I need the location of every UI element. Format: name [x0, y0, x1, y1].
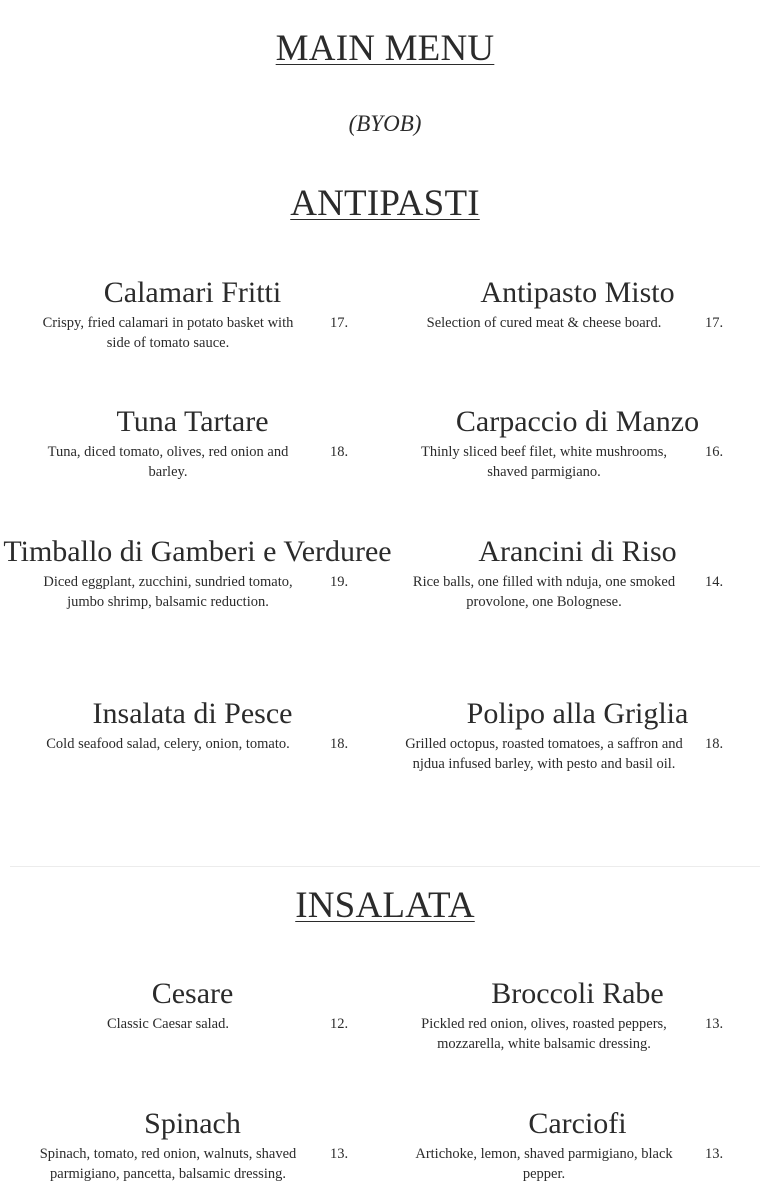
- menu-item: [385, 405, 770, 502]
- menu-item-price: 13.: [330, 1146, 349, 1162]
- menu-item-description: Diced eggplant, zucchini, sundried tomato, jumbo shrimp, balsamic reduction.: [43, 574, 293, 610]
- menu-item: [385, 535, 770, 632]
- menu-item-price: 19.: [330, 574, 349, 590]
- menu-item-name: Antipasto Misto: [480, 276, 675, 309]
- menu-item-price: 12.: [330, 1016, 349, 1032]
- menu-item-name: Cesare: [151, 977, 234, 1010]
- menu-item-name: Timballo di Gamberi e Verduree: [3, 535, 392, 568]
- menu-item-price: 13.: [705, 1016, 724, 1032]
- menu-item-price: 18.: [705, 736, 724, 752]
- byob-note: (BYOB): [348, 111, 422, 136]
- menu-title: MAIN MENU: [275, 28, 495, 69]
- section-title-insalata: INSALATA: [295, 885, 475, 926]
- menu-item: [0, 977, 385, 1074]
- menu-item: [385, 977, 770, 1074]
- menu-item: [0, 1107, 385, 1204]
- menu-item-price: 18.: [330, 444, 349, 460]
- menu-item-description: Selection of cured meat & cheese board.: [426, 315, 662, 331]
- menu-item-price: 17.: [705, 315, 724, 331]
- menu-item-name: Broccoli Rabe: [491, 977, 664, 1010]
- menu-item: [385, 1107, 770, 1204]
- menu-item-description: Thinly sliced beef filet, white mushrooms, shaved parmigiano.: [420, 444, 668, 480]
- menu-item-description: Rice balls, one filled with nduja, one smoked provolone, one Bolognese.: [412, 574, 676, 610]
- menu-item: [385, 697, 770, 794]
- menu-item: [0, 405, 385, 502]
- menu-item-price: 17.: [330, 315, 349, 331]
- menu-item-price: 16.: [705, 444, 724, 460]
- menu-item-name: Tuna Tartare: [116, 405, 269, 438]
- section-title-antipasti: ANTIPASTI: [290, 183, 480, 224]
- menu-item-name: Calamari Fritti: [103, 276, 282, 309]
- menu-item: [0, 276, 385, 373]
- menu-item-description: Classic Caesar salad.: [106, 1016, 229, 1032]
- menu-item-description: Tuna, diced tomato, olives, red onion and barley.: [47, 444, 289, 480]
- section-divider: [10, 866, 760, 867]
- menu-item-name: Spinach: [144, 1107, 241, 1140]
- menu-item-description: Spinach, tomato, red onion, walnuts, shaved parmigiano, pancetta, balsamic dressing.: [39, 1146, 297, 1182]
- menu-item-name: Carciofi: [528, 1107, 627, 1140]
- menu-item-name: Polipo alla Griglia: [466, 697, 689, 730]
- menu-item-price: 14.: [705, 574, 724, 590]
- menu-item-price: 13.: [705, 1146, 724, 1162]
- menu-item: [0, 697, 385, 794]
- menu-item-name: Insalata di Pesce: [92, 697, 293, 730]
- menu-item: [385, 276, 770, 373]
- menu-item-description: Cold seafood salad, celery, onion, tomato.: [46, 736, 290, 752]
- menu-item: [0, 535, 392, 632]
- menu-item-name: Carpaccio di Manzo: [455, 405, 700, 438]
- menu-item-description: Artichoke, lemon, shaved parmigiano, black pepper.: [415, 1146, 673, 1182]
- menu-item-description: Crispy, fried calamari in potato basket with side of tomato sauce.: [42, 315, 294, 351]
- menu-item-price: 18.: [330, 736, 349, 752]
- menu-item-description: Grilled octopus, roasted tomatoes, a saffron and njdua infused barley, with pesto and basil oil.: [405, 736, 683, 772]
- menu-item-description: Pickled red onion, olives, roasted peppers, mozzarella, white balsamic dressing.: [421, 1016, 667, 1052]
- menu-item-name: Arancini di Riso: [478, 535, 677, 568]
